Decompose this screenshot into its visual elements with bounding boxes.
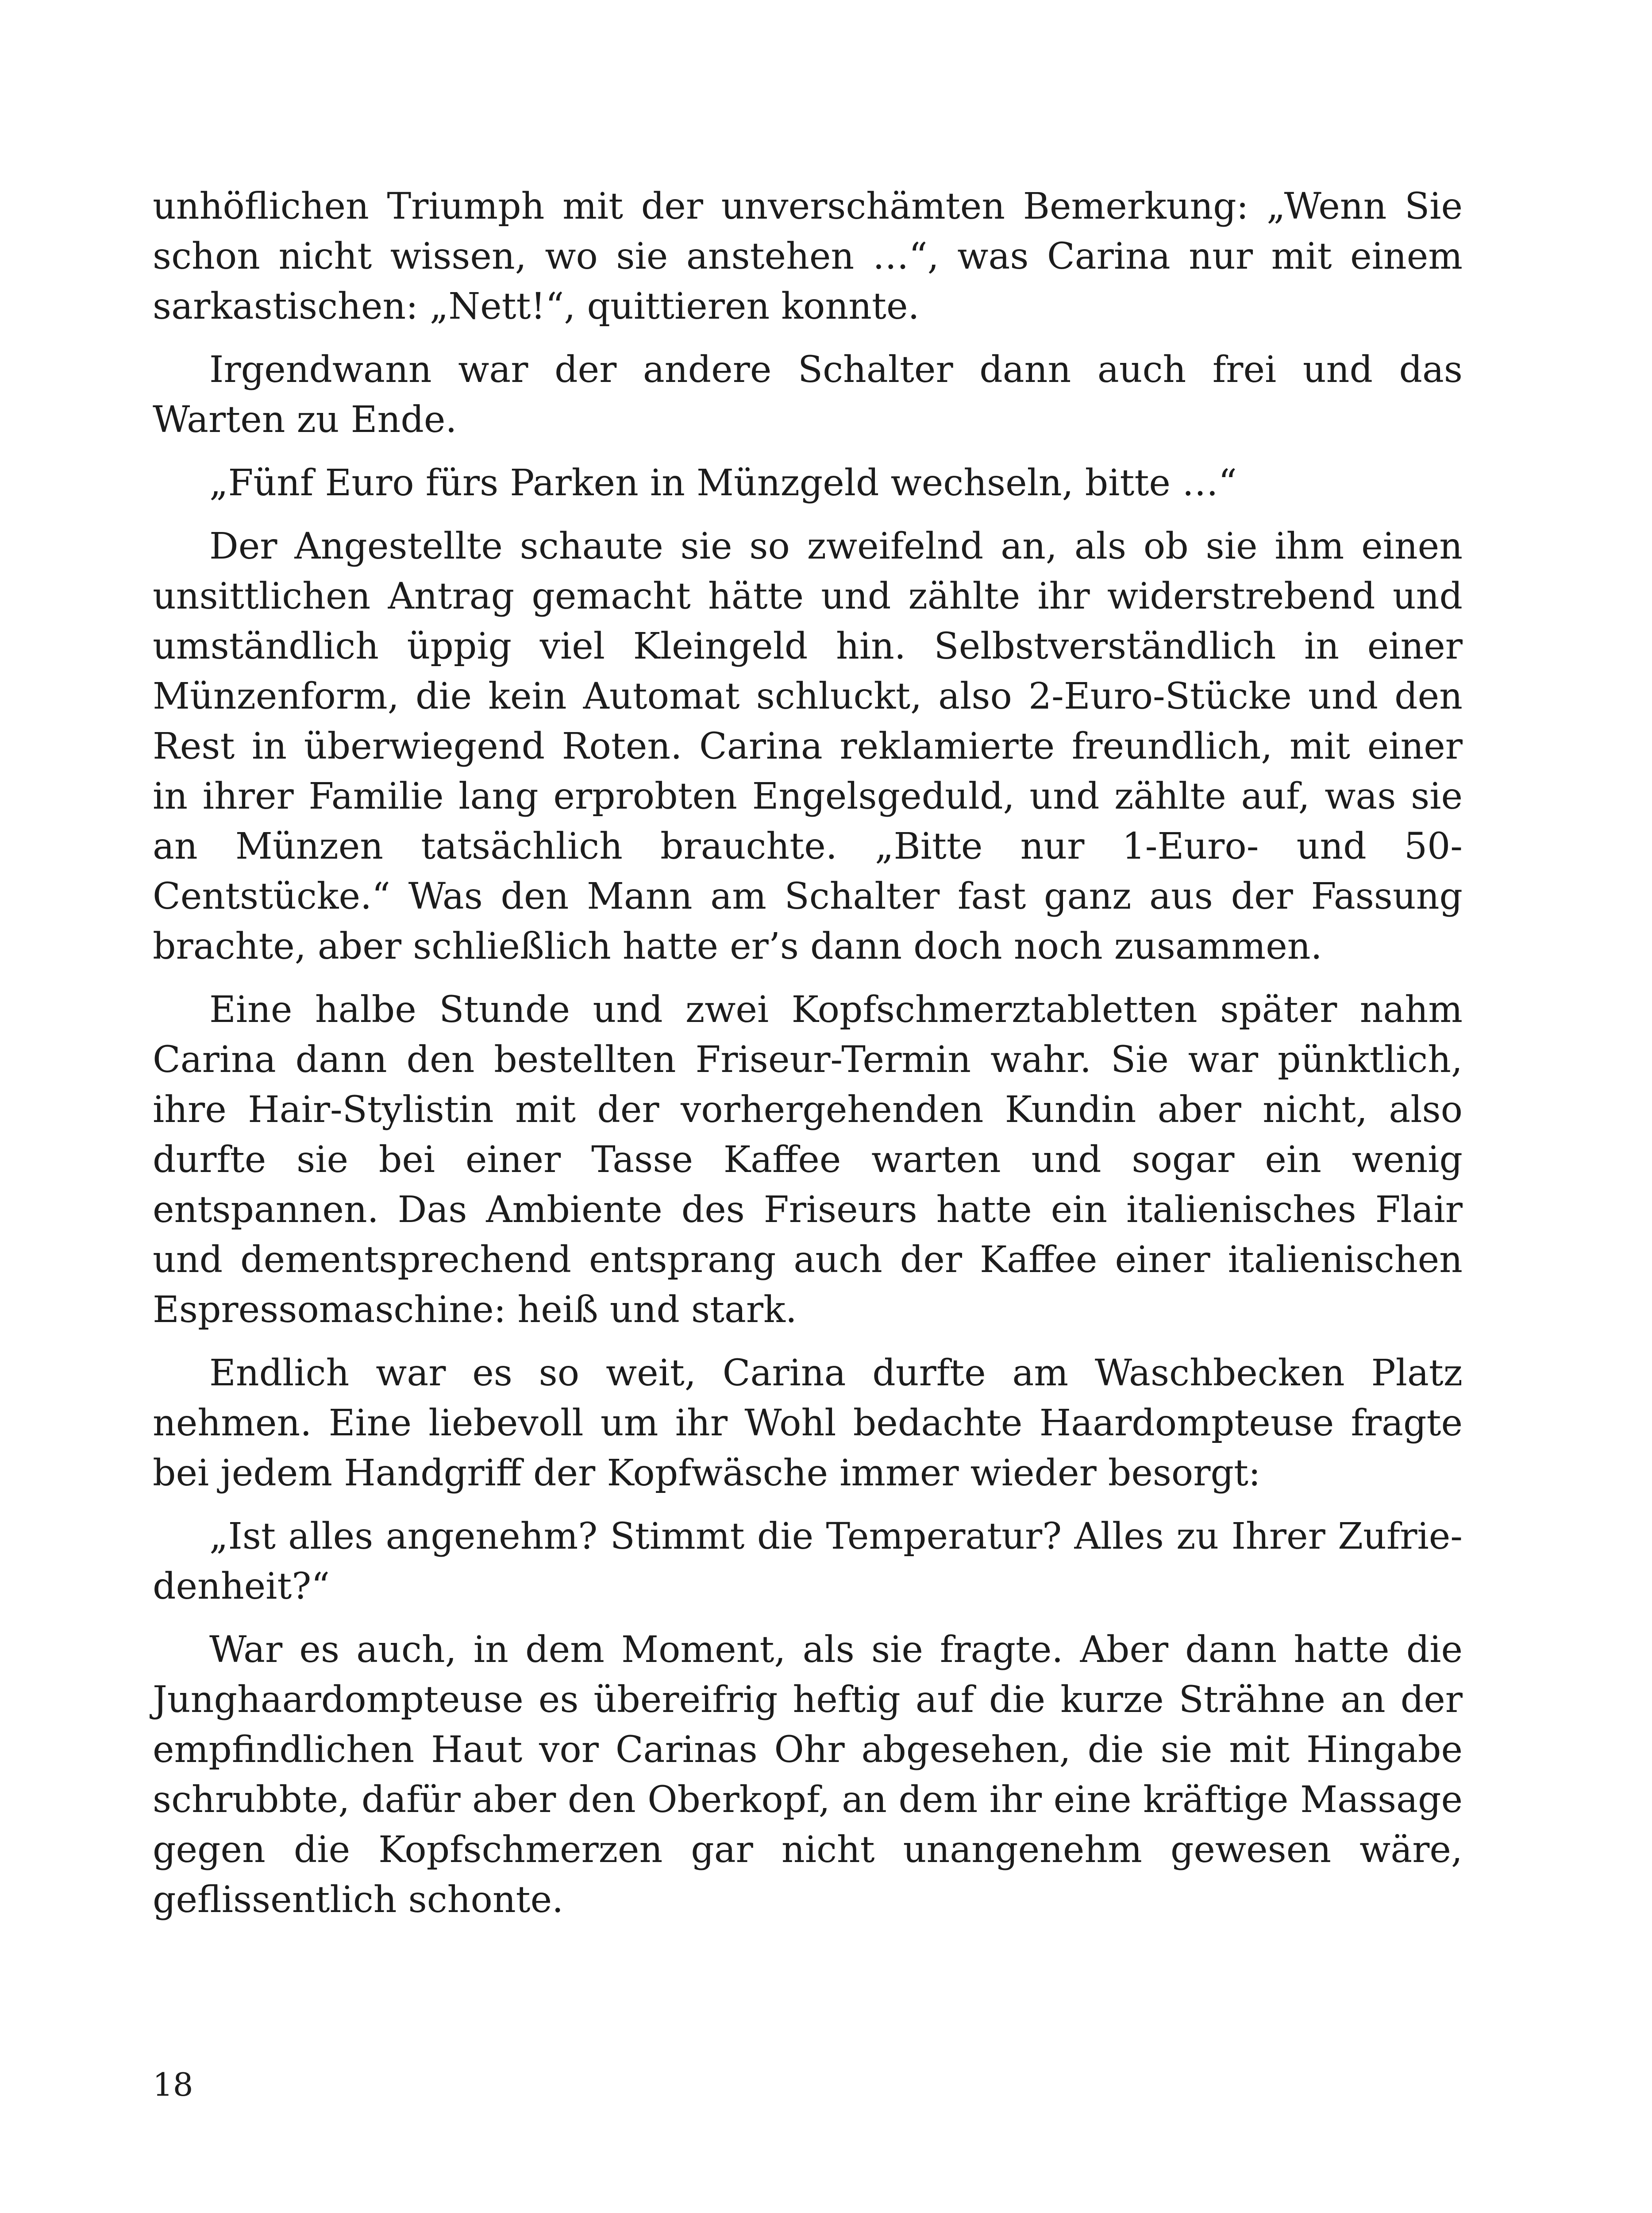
paragraph-4: Der Angestellte schaute sie so zweifelnd an, als ob sie ihm einen unsittlichen Antrag gemacht hätte und zählte ihr widerstrebend und umständlich üppig viel Kleingeld hin. Selbstverständlich in einer Münzenform, die kein Automat schluckt, also 2-Euro-Stücke und den Rest in überwiegend Roten. Carina reklamierte freundlich, mit einer in ihrer Familie lang erprobten Engelsgeduld, und zählte auf, was sie an Münzen tatsächlich brauchte. „Bitte nur 1-Euro- und 50-Centstücke.“ Was den Mann am Schalter fast ganz aus der Fassung brachte, aber schließlich hatte er’s dann doch noch zusammen. <box>153 525 1463 968</box>
body-text <box>153 181 1463 1938</box>
paragraph-5: Eine halbe Stunde und zwei Kopfschmerztabletten später nahm Carina dann den bestellten Friseur-Termin wahr. Sie war pünktlich, ihre Hair-Stylistin mit der vorhergehenden Kundin aber nicht, also durfte sie bei einer Tasse Kaffee warten und sogar ein wenig entspannen. Das Ambiente des Friseurs hatte ein italienisches Flair und dementsprechend entsprang auch der Kaffee einer italienischen Espressomaschine: heiß und stark. <box>153 989 1463 1331</box>
paragraph-3: „Fünf Euro fürs Parken in Münzgeld wechseln, bitte …“ <box>209 462 1237 504</box>
page-number: 18 <box>153 2066 193 2103</box>
paragraph-6: Endlich war es so weit, Carina durfte am Waschbecken Platz nehmen. Eine liebevoll um ihr Wohl bedachte Haardompteuse fragte bei jedem Handgriff der Kopfwäsche immer wieder besorgt: <box>153 1352 1463 1494</box>
paragraph-1: unhöflichen Triumph mit der unverschämten Bemerkung: „Wenn Sie schon nicht wissen, wo sie anstehen …“, was Carina nur mit einem sarkastischen: „Nett!“, quittieren konnte. <box>153 185 1463 328</box>
paragraph-2: Irgendwann war der andere Schalter dann auch frei und das Warten zu Ende. <box>153 349 1463 441</box>
paragraph-8: War es auch, in dem Moment, als sie fragte. Aber dann hatte die Junghaardompteuse es übereifrig heftig auf die kurze Strähne an der empfindlichen Haut vor Carinas Ohr abgesehen, die sie mit Hingabe schrubbte, dafür aber den Oberkopf, an dem ihr eine kräftige Massage gegen die Kopfschmerzen gar nicht unangenehm gewesen wäre, geflissentlich schonte. <box>153 1629 1463 1921</box>
paragraph-7: „Ist alles angenehm? Stimmt die Temperatur? Alles zu Ihrer Zufriedenheit?“ <box>153 1515 1463 1608</box>
